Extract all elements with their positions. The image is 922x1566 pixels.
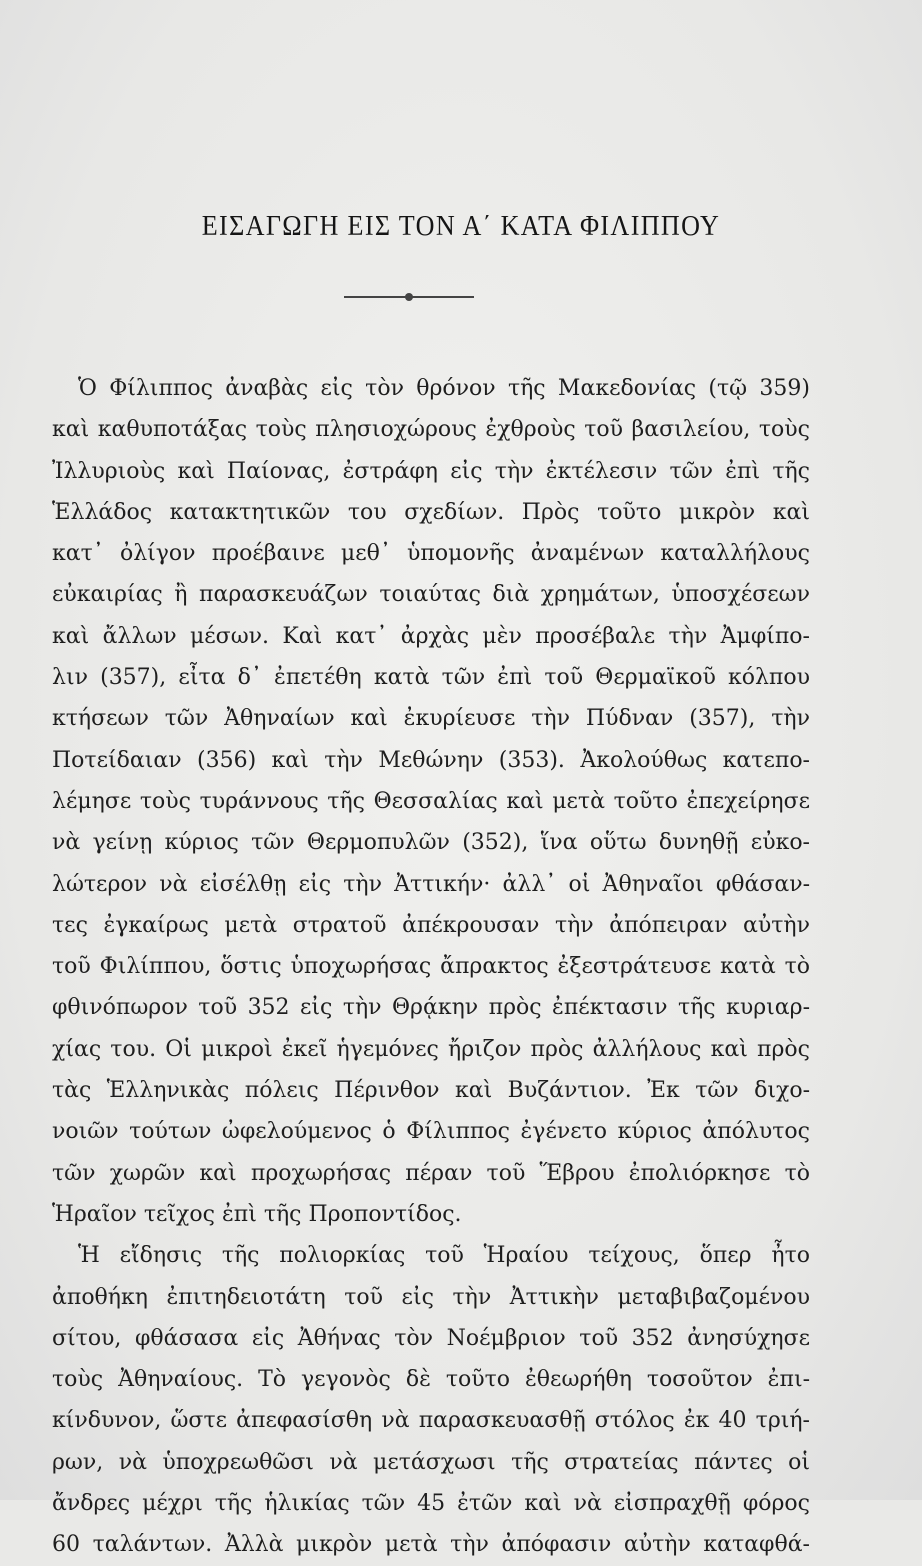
text-line: χίας του. Οἱ μικροὶ ἐκεῖ ἡγεμόνες ἤριζον πρὸς ἀλλήλους καὶ πρὸς xyxy=(52,1036,810,1062)
text-line: τῶν χωρῶν καὶ προχωρήσας πέραν τοῦ Ἕβρου ἐπολιόρκησε τὸ xyxy=(52,1160,810,1186)
text-line: φθινόπωρον τοῦ 352 εἰς τὴν Θρᾴκην πρὸς ἐπέκτασιν τῆς κυριαρ- xyxy=(52,995,810,1021)
body-text xyxy=(52,368,810,1566)
text-line: κατ᾽ ὀλίγον προέβαινε μεθ᾽ ὑπομονῆς ἀναμένων καταλλήλους xyxy=(52,541,810,567)
text-line: 60 ταλάντων. Ἀλλὰ μικρὸν μετὰ τὴν ἀπόφασιν αὐτὴν καταφθά- xyxy=(52,1532,810,1558)
title-ornament-dot xyxy=(405,293,413,301)
text-line: ἀποθήκη ἐπιτηδειοτάτη τοῦ εἰς τὴν Ἀττικὴν μεταβιβαζομένου xyxy=(52,1284,810,1310)
text-line: εὐκαιρίας ἢ παρασκευάζων τοιαύτας διὰ χρημάτων, ὑποσχέσεων xyxy=(52,582,810,608)
chapter-title: ΕΙΣΑΓΩΓΗ ΕΙΣ ΤΟΝ Α΄ ΚΑΤΑ ΦΙΛΙΠΠΟΥ xyxy=(201,210,721,242)
text-line: Ὁ Φίλιππος ἀναβὰς εἰς τὸν θρόνον τῆς Μακεδονίας (τῷ 359) xyxy=(78,376,810,401)
text-line: Ποτείδαιαν (356) καὶ τὴν Μεθώνην (353). Ἀκολούθως κατεπο- xyxy=(52,747,810,773)
text-line: νὰ γείνῃ κύριος τῶν Θερμοπυλῶν (352), ἵνα οὕτω δυνηθῇ εὐκο- xyxy=(52,830,810,856)
text-line: τοῦ Φιλίππου, ὅστις ὑποχωρήσας ἄπρακτος ἐξεστράτευσε κατὰ τὸ xyxy=(52,954,810,980)
text-line: καὶ ἄλλων μέσων. Καὶ κατ᾽ ἀρχὰς μὲν προσέβαλε τὴν Ἀμφίπο- xyxy=(52,623,810,649)
text-line: λώτερον νὰ εἰσέλθῃ εἰς τὴν Ἀττικήν· ἀλλ᾽ οἱ Ἀθηναῖοι φθάσαν- xyxy=(52,871,810,897)
text-line: κτήσεων τῶν Ἀθηναίων καὶ ἐκυρίευσε τὴν Πύδναν (357), τὴν xyxy=(52,706,810,732)
text-line: τὰς Ἑλληνικὰς πόλεις Πέρινθον καὶ Βυζάντιον. Ἐκ τῶν διχο- xyxy=(52,1078,810,1104)
text-line: Ἰλλυριοὺς καὶ Παίονας, ἐστράφη εἰς τὴν ἐκτέλεσιν τῶν ἐπὶ τῆς xyxy=(52,458,810,484)
text-line: ἄνδρες μέχρι τῆς ἡλικίας τῶν 45 ἐτῶν καὶ νὰ εἰσπραχθῇ φόρος xyxy=(52,1491,810,1517)
text-line: νοιῶν τούτων ὠφελούμενος ὁ Φίλιππος ἐγένετο κύριος ἀπόλυτος xyxy=(52,1119,810,1145)
text-line: Ἡ εἴδησις τῆς πολιορκίας τοῦ Ἡραίου τείχους, ὅπερ ἦτο xyxy=(78,1243,810,1269)
text-line: Ἑλλάδος κατακτητικῶν του σχεδίων. Πρὸς τοῦτο μικρὸν καὶ xyxy=(52,499,810,525)
text-line: κίνδυνον, ὥστε ἀπεφασίσθη νὰ παρασκευασθῇ στόλος ἐκ 40 τριή- xyxy=(52,1408,810,1434)
text-line: λιν (357), εἶτα δ᾽ ἐπετέθη κατὰ τῶν ἐπὶ τοῦ Θερμαϊκοῦ κόλπου xyxy=(52,665,810,691)
text-line: ρων, νὰ ὑποχρεωθῶσι νὰ μετάσχωσι τῆς στρατείας πάντες οἱ xyxy=(52,1449,810,1475)
text-line: τες ἐγκαίρως μετὰ στρατοῦ ἀπέκρουσαν τὴν ἀπόπειραν αὐτὴν xyxy=(52,912,810,938)
text-line: τοὺς Ἀθηναίους. Τὸ γεγονὸς δὲ τοῦτο ἐθεωρήθη τοσοῦτον ἐπι- xyxy=(52,1367,810,1393)
text-line: σίτου, φθάσασα εἰς Ἀθήνας τὸν Νοέμβριον τοῦ 352 ἀνησύχησε xyxy=(52,1325,810,1351)
text-line: λέμησε τοὺς τυράννους τῆς Θεσσαλίας καὶ μετὰ τοῦτο ἐπεχείρησε xyxy=(52,788,810,814)
text-line: καὶ καθυποτάξας τοὺς πλησιοχώρους ἐχθροὺς τοῦ βασιλείου, τοὺς xyxy=(52,417,810,443)
text-line: Ἡραῖον τεῖχος ἐπὶ τῆς Προποντίδος. xyxy=(52,1201,462,1227)
